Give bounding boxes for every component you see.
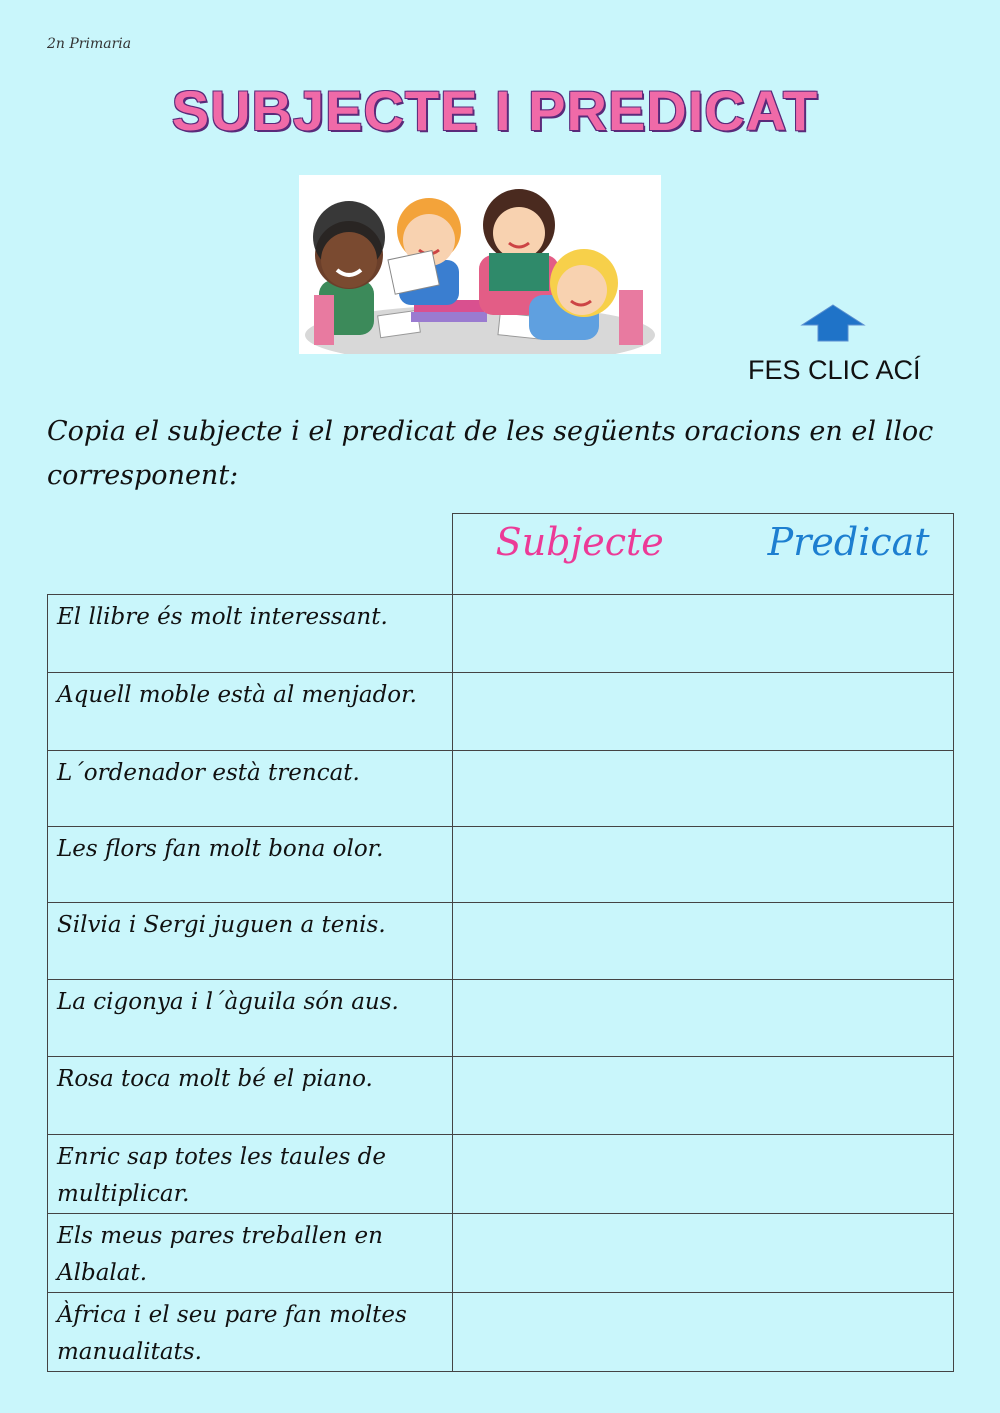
answer-cell[interactable] (452, 673, 953, 751)
page-title: SUBJECTE I PREDICAT (171, 79, 819, 142)
table-row (48, 1135, 954, 1214)
instructions-text: Copia el subjecte i el predicat de les següents oracions en el lloc corresponent: (47, 416, 934, 491)
table-row (48, 903, 954, 980)
table-row (48, 751, 954, 827)
header-cell (452, 514, 953, 595)
answer-cell[interactable] (452, 1293, 953, 1372)
answer-cell[interactable] (452, 595, 953, 673)
table-row (48, 595, 954, 673)
sentence-cell: L´ordenador està trencat. (48, 751, 453, 827)
sentence-cell: Enric sap totes les taules de multiplicar. (48, 1135, 453, 1214)
predicate-header: Predicat (767, 520, 930, 564)
table-row (48, 1293, 954, 1372)
grade-label: 2n Primaria (47, 36, 132, 52)
subject-header: Subjecte (495, 520, 664, 564)
sentence-cell: Rosa toca molt bé el piano. (48, 1057, 453, 1135)
answer-cell[interactable] (452, 1214, 953, 1293)
children-studying-illustration (299, 175, 661, 354)
answer-table (47, 513, 954, 1372)
header-row (48, 514, 954, 595)
sentence-cell: Aquell moble està al menjador. (48, 673, 453, 751)
empty-header-cell (48, 514, 453, 595)
answer-cell[interactable] (452, 751, 953, 827)
answer-cell[interactable] (452, 1057, 953, 1135)
table-row (48, 1057, 954, 1135)
sentence-cell: El llibre és molt interessant. (48, 595, 453, 673)
answer-cell[interactable] (452, 980, 953, 1057)
sentence-cell: Silvia i Sergi juguen a tenis. (48, 903, 453, 980)
table-row (48, 1214, 954, 1293)
arrow-up-icon[interactable] (800, 303, 866, 343)
answer-cell[interactable] (452, 827, 953, 903)
answer-cell[interactable] (452, 1135, 953, 1214)
sentence-cell: Els meus pares treballen en Albalat. (48, 1214, 453, 1293)
click-here-link[interactable]: FES CLIC ACÍ (748, 355, 921, 385)
sentence-cell: La cigonya i l´àguila són aus. (48, 980, 453, 1057)
table-row (48, 673, 954, 751)
table-row (48, 980, 954, 1057)
answer-cell[interactable] (452, 903, 953, 980)
table-row (48, 827, 954, 903)
sentence-cell: Àfrica i el seu pare fan moltes manualitats. (48, 1293, 453, 1372)
sentence-cell: Les flors fan molt bona olor. (48, 827, 453, 903)
